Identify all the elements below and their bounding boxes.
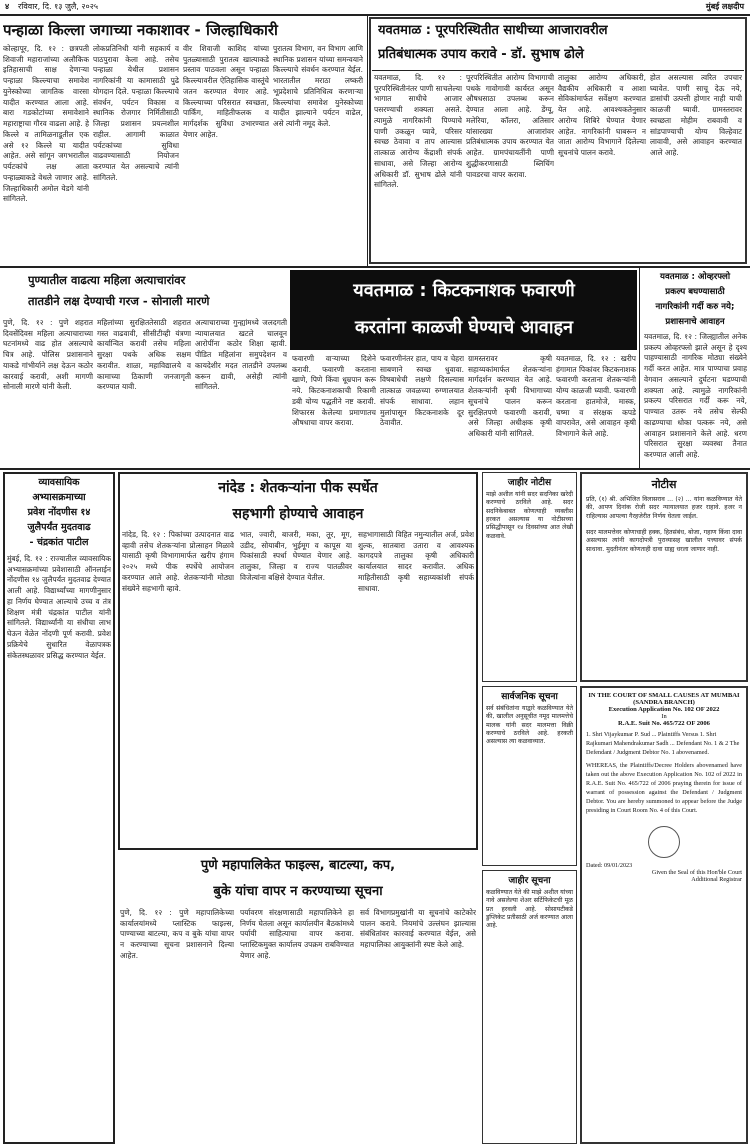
article-plastic-col-1: पुणे, दि. १२ : पुणे महापालिकेच्या कार्यालयांमध्ये प्लास्टिक फाइल्स, पाण्याच्या बाटल्या, कप व बुके यांचा वापर न करण्याच्या सूचना प्रशासनाने दिल्या आहेत.: [120, 908, 234, 960]
headline-pune-women-2: तातडीने लक्ष देण्याची गरज - सोनाली मारणे: [28, 294, 210, 308]
notice-title-c: जाहीर सूचना: [508, 876, 551, 886]
headline-pesticide-1: यवतमाळ : किटकनाशक फवारणी: [353, 280, 575, 301]
article-sathi-col-1: यवतमाळ, दि. १२ : पूरपरिस्थितीनंतर पाणी साचलेल्या भागात साथीचे आजार पसरण्याची शक्यता असते. त्यामुळे नागरिकांनी पिण्याचे पाणी उकळून प्यावे, परिसर स्वच्छ ठेवावा व ताप आल्यास तात्काळ आरोग्य केंद्राशी संपर्क साधावा, असे जिल्हा आरोग्य अधिकारी डॉ. सुभाष ढोले यांनी सांगितले.: [374, 73, 462, 190]
headline-plastic-1: पुणे महापालिकेत फाइल्स, बाटल्या, कप,: [200, 858, 396, 873]
article-pune-women-col-1: पुणे, दि. १२ : पुणे शहरात दिवसेंदिवस महिला अत्याचाराच्या घटनांमध्ये वाढ होत असल्याचे चित्र आहे. पोलिस प्रशासनाने याकडे गांभीर्याने लक्ष देऊन कठोर कारवाई करावी, अशी मागणी सोनाली मारणे यांनी केली.: [3, 318, 93, 392]
article-plastic-col-3: सर्व विभागप्रमुखांनी या सूचनांचे काटेकोर पालन करावे. नियमांचे उल्लंघन झाल्यास संबंधितांवर कारवाई करण्यात येईल, असे महापालिका आयुक्तांनी स्पष्ट केले आहे.: [360, 908, 476, 950]
court-title-1: IN THE COURT OF SMALL CAUSES AT MUMBAI: [588, 692, 740, 699]
article-pesticide-col-5: यवतमाळ, दि. १२ : खरीप हंगामात पिकांवर किटकनाशक फवारणी करताना शेतकऱ्यांनी योग्य काळजी घ्यावी. फवारणी करताना हातमोजे, मास्क, चष्मा व संरक्षक कपडे वापरावेत, असे आवाहन कृषी विभागाने केले आहे.: [556, 354, 636, 439]
article-pesticide-col-2: फवारणी वाऱ्याच्या दिशेने करावी. फवारणी करताना खाणे, पिणे किंवा धूम्रपान करू नये. किटकनाशकाची रिकामी डबी योग्य पद्धतीने नष्ट करावी. शिफारस केलेल्या प्रमाणातच औषधाचा वापर करावा.: [292, 354, 376, 428]
headline-admission-5: - चंद्रकांत पाटील: [29, 537, 89, 548]
article-plastic-col-2: पर्यावरण संरक्षणासाठी महापालिकेने हा निर्णय घेतला असून कार्यालयीन बैठकांमध्ये पर्यायी साहित्याचा वापर करावा. प्लास्टिकमुक्त कार्यालय उपक्रम राबविण्यात येणार आहे.: [240, 908, 354, 960]
court-seal: [648, 826, 680, 858]
section-rule-2: [0, 468, 750, 470]
article-overflow: यवतमाळ, दि. १२ : जिल्ह्यातील अनेक प्रकल्प ओव्हरफ्लो झाले असून हे दृश्य पाहण्यासाठी नागरिक मोठ्या संख्येने गर्दी करत आहेत. मात्र पाण्याचा प्रवाह वेगवान असल्याने दुर्घटना घडण्याची शक्यता आहे. त्यामुळे नागरिकांनी प्रकल्प परिसरात गर्दी करू नये, पाण्यात उतरू नये तसेच सेल्फी काढण्याचा धोका पत्करू नये, असे आवाहन प्रशासनाने केले आहे. धरण परिसरात सुरक्षा व्यवस्था तैनात करण्यात आली आहे.: [644, 332, 747, 460]
notice-title-b: सार्वजनिक सूचना: [501, 692, 558, 702]
headline-admission-4: जुलैपर्यंत मुदतवाढ: [27, 522, 91, 533]
court-title-3: Execution Application No. 102 OF 2022: [608, 706, 720, 713]
edition-name: मुंबई लक्षदीप: [705, 2, 744, 11]
column-rule-2: [639, 268, 640, 468]
court-title-5: R.A.E. Suit No. 465/722 OF 2006: [618, 720, 710, 727]
headline-pesticide-2: करतांना काळजी घेण्याचे आवाहन: [354, 317, 574, 338]
article-pune-women-col-3: अत्याचाराच्या गुन्ह्यांमध्ये जलदगती न्यायालयात खटले चालवून आरोपींना कठोर शिक्षा व्हावी. पीडित महिलांना समुपदेशन व कायदेशीर मदत तातडीने उपलब्ध करून द्यावी, असेही त्यांनी सांगितले.: [195, 318, 287, 392]
court-title-2: (SANDRA BRANCH): [633, 699, 695, 706]
headline-yavatmal-sathi-2: प्रतिबंधात्मक उपाय करावे - डॉ. सुभाष ढोले: [378, 47, 584, 62]
headline-plastic-2: बुके यांचा वापर न करण्याच्या सूचना: [213, 884, 383, 899]
notice-body-b: सर्व संबंधितांना याद्वारे कळविण्यात येते की, खालील अनुसूचीत नमूद मालमत्तेचे मालक यांनी सदर मालमत्ता विक्री करण्याचे ठरविले आहे. हरकती असल्यास त्या कळवाव्यात.: [486, 705, 573, 746]
article-panhala-col-4: पुरातत्व विभाग, वन विभाग आणि स्थानिक प्रशासन यांच्या समन्वयाने किल्ल्याचे संवर्धन करण्यात येईल. भारतातील मराठा लष्करी भूप्रदेशाचे प्रतिनिधित्व करणाऱ्या किल्ल्यांचा समावेश युनेस्कोच्या यादीत झाल्याने पर्यटन वाढेल, असे त्यांनी नमूद केले.: [273, 44, 363, 129]
headline-nanded-1: नांदेड : शेतकऱ्यांना पीक स्पर्धेत: [218, 480, 378, 496]
article-sathi-col-4: होत असल्यास त्वरित उपचार घ्यावेत. पाणी साचू देऊ नये, डासांची उत्पत्ती होणार नाही याची काळजी घ्यावी. ग्रामस्तरावर स्वच्छता मोहीम राबवावी व सांडपाण्याची योग्य विल्हेवाट लावावी, असे आवाहन करण्यात आले आहे.: [650, 73, 742, 158]
article-nanded-col-2: भात, ज्वारी, बाजरी, मका, तूर, मूग, उडीद, सोयाबीन, भुईमूग व कापूस या पिकांसाठी स्पर्धा घेण्यात येणार आहे. तालुका, जिल्हा व राज्य पातळीवर विजेत्यांना बक्षिसे देण्यात येतील.: [240, 530, 352, 582]
sathi-rule: [372, 70, 744, 71]
court-sign-2: Additional Registrar: [691, 875, 742, 883]
court-body: WHEREAS, the Plaintiffs/Decree Holders abovenamed have taken out the above Execution Application No. 102 of 2022 in R.A.E. Suit No. 465/722 of 2006 praying therein for issue of warrant of possession against the Defendant / Judgment Debtor. You are hereby summoned to appear before the Judge presiding in Court Room No. 4 of this Court.: [586, 761, 742, 814]
notice-title-a: जाहीर नोटीस: [507, 478, 552, 488]
page-number: ४: [5, 2, 10, 11]
notice-box-right: [580, 472, 748, 682]
article-nanded-col-1: नांदेड, दि. १२ : पिकांच्या उत्पादनात वाढ व्हावी तसेच शेतकऱ्यांना प्रोत्साहन मिळावे यासाठी कृषी विभागामार्फत खरीप हंगाम २०२५ मध्ये पीक स्पर्धेचे आयोजन करण्यात आले आहे. शेतकऱ्यांनी मोठ्या संख्येने सहभागी व्हावे.: [122, 530, 234, 593]
headline-nanded-2: सहभागी होण्याचे आवाहन: [232, 506, 364, 522]
notice-body-c: कळविण्यात येते की माझे अशील यांच्या नावे असलेल्या शेअर सर्टिफिकेटची मूळ प्रत हरवली आहे. सोसायटीकडे डुप्लिकेट प्रतीसाठी अर्ज करण्यात आला आहे.: [486, 889, 574, 930]
headline-admission-3: प्रवेश नोंदणीस १४: [27, 507, 91, 518]
article-pesticide-col-4: ग्रामस्तरावर कृषी सहाय्यकांमार्फत शेतकऱ्यांना मार्गदर्शन करण्यात येत आहे. शेतकऱ्यांनी कृषी विभागाच्या सूचनांचे पालन करून सुरक्षितपणे फवारणी करावी, असे जिल्हा अधीक्षक कृषी अधिकारी यांनी सांगितले.: [468, 354, 552, 439]
court-sign-1: Given the Seal of this Hon'ble Court: [651, 868, 742, 876]
headline-admission-1: व्यावसायिक: [38, 477, 80, 488]
date-line: रविवार, दि. १३ जुलै, २०२५: [18, 2, 99, 11]
court-notice-box: [580, 686, 748, 1144]
notice-body-right-2: सदर मालमत्तेवर कोणाचाही हक्क, हितसंबंध, बोजा, गहाण किंवा दावा असल्यास त्यांनी कागदोपत्री पुराव्यासह खालील पत्त्यावर संपर्क साधावा. मुदतीनंतर कोणताही दावा ग्राह्य धरला जाणार नाही.: [586, 529, 742, 553]
article-panhala-col-3: वीर शिवाजी काशिद यांच्या पुतळ्यासाठी पुरातत्व खात्याकडे प्रस्ताव पाठवला असून पन्हाळा किल्ल्यावरील ऐतिहासिक वास्तूंचे जतन करण्यात येणार आहे. किल्ल्याच्या परिसरात स्वच्छता, पार्किंग, माहितीफलक व मार्गदर्शक सुविधा उभारण्यात येणार आहेत.: [183, 44, 269, 139]
headline-overflow-4: प्रशासनाचे आवाहन: [665, 317, 725, 327]
headline-overflow-3: नागरिकांनी गर्दी करु नये;: [655, 302, 735, 312]
notice-body-a: माझे अशील यांनी सदर सदनिका खरेदी करण्याचे ठरविले आहे. सदर सदनिकेबाबत कोणत्याही व्यक्तीस हरकत असल्यास या नोटीसच्या प्रसिद्धीपासून १४ दिवसांच्या आत लेखी कळवावे.: [486, 491, 573, 540]
section-rule-1: [0, 266, 750, 268]
notice-box-b: [482, 686, 577, 866]
headline-overflow-2: प्रकल्प बघण्यासाठी: [665, 287, 725, 297]
article-panhala-col-2: लोकप्रतिनिधी यांनी सहकार्य व पाठपुरावा केला आहे. तसेच पन्हाळा येथील प्रशासन नागरिकांनी या कामासाठी पुढे योगदान दिले. पन्हाळा किल्ल्याचे संवर्धन, पर्यटन विकास व स्थानिक रोजगार निर्मितीसाठी जिल्हा प्रशासन प्रयत्नशील राहील. आगामी काळात पर्यटकांच्या सुविधा वाढवण्यासाठी नियोजन करण्यात येत असल्याचे त्यांनी सांगितले.: [93, 44, 179, 182]
column-rule: [367, 16, 368, 266]
article-sathi-col-3: तालुका आरोग्य अधिकारी, वैद्यकीय अधिकारी व आशा सेविकांमार्फत सर्वेक्षण करण्यात येत आहे. आवश्यकतेनुसार आरोग्य शिबिरे घेण्यात येणार आहेत. नागरिकांनी घाबरून न जाता आरोग्य विभागाने दिलेल्या सूचनांचे पालन करावे.: [558, 73, 646, 158]
article-panhala-col-1: कोल्हापूर, दि. १२ : छत्रपती शिवाजी महाराजांच्या अलौकिक इतिहासाची साक्ष देणाऱ्या पन्हाळा किल्ल्याचा समावेश युनेस्कोच्या जागतिक वारसा यादीत करण्यात आला आहे. बारा गडकोटांच्या समावेशाने महाराष्ट्राचा गौरव वाढला आहे. हे किल्ले व तामिळनाडूतील एक असे १२ किल्ले या यादीत आहेत. असे सांगून जगभरातील पर्यटकांचे लक्ष आता पन्हाळ्याकडे वेधले जाणार आहे. जिल्हाधिकारी अमोल येडगे यांनी सांगितले.: [3, 44, 89, 204]
article-pune-women-col-2: महिलांच्या सुरक्षिततेसाठी शहरात गस्त वाढवावी, सीसीटीव्ही यंत्रणा कार्यान्वित करावी तसेच महिला सुरक्षा पथके अधिक सक्षम करावीत. शाळा, महाविद्यालये व कामाच्या ठिकाणी जनजागृती करण्यात यावी.: [97, 318, 191, 392]
notice-title-right: नोटीस: [651, 478, 677, 491]
court-date: Dated: 09/01/2023: [586, 861, 633, 869]
court-title-4: In: [661, 713, 667, 720]
masthead-rule: [0, 14, 750, 16]
headline-admission-2: अभ्यासक्रमाच्या: [32, 492, 86, 503]
notice-body-right: प्रति, (१) श्री. अभिजित विलासराव ... (२) ... यांना कळविण्यात येते की, आपण दिनांक रोजी सदर न्यायालयात हजर राहावे. हजर न राहिल्यास आपल्या गैरहजेरीत निर्णय घेतला जाईल.: [586, 496, 742, 520]
article-admission: मुंबई, दि. १२ : राज्यातील व्यावसायिक अभ्यासक्रमांच्या प्रवेशासाठी ऑनलाईन नोंदणीस १४ जुलैपर्यंत मुदतवाढ देण्यात आली आहे. विद्यार्थ्यांच्या मागणीनुसार हा निर्णय घेण्यात आल्याचे उच्च व तंत्र शिक्षण मंत्री चंद्रकांत पाटील यांनी सांगितले. विद्यार्थ्यांनी या संधीचा लाभ घेऊन वेळेत नोंदणी पूर्ण करावी. प्रवेश प्रक्रियेचे सुधारित वेळापत्रक संकेतस्थळावर प्रसिद्ध करण्यात येईल.: [7, 554, 111, 660]
court-parties: 1. Shri Vijaykumar P. Sud ... Plaintiffs Versus 1. Shri Rajkumari Mahendrakumar Sadh ... Defendant No. 1 & 2 The Defendant / Judgment Debtor No. 1 abovenamed.: [586, 731, 740, 756]
notice-box-c: [482, 870, 577, 1144]
article-pesticide-col-3: फवारणीनंतर हात, पाय व चेहरा साबणाने स्वच्छ धुवावा. विषबाधेची लक्षणे दिसल्यास तात्काळ जवळच्या रुग्णालयात संपर्क साधावा. लहान मुलांपासून किटकनाशके दूर ठेवावीत.: [380, 354, 464, 428]
article-sathi-col-2: पूरपरिस्थितीत आरोग्य विभागाची पथके गावोगावी कार्यरत असून औषधसाठा उपलब्ध करून देण्यात आला आहे. डेंग्यू, मलेरिया, कॉलरा, अतिसार यांसारख्या आजारांवर प्रतिबंधात्मक उपाय करण्यात येत आहेत. ग्रामपंचायतींनी पाणी शुद्धीकरणासाठी ब्लिचिंग पावडरचा वापर करावा.: [466, 73, 554, 179]
headline-overflow-1: यवतमाळ : ओव्हरफ्लो: [659, 272, 731, 282]
headline-yavatmal-sathi-1: यवतमाळ : पूरपरिस्थितीत साथीच्या आजारावरील: [378, 23, 608, 38]
notice-box-a: [482, 472, 577, 682]
headline-pune-women-1: पुण्यातील वाढत्या महिला अत्याचारांवर: [28, 273, 186, 287]
article-nanded-col-3: सहभागासाठी विहित नमुन्यातील अर्ज, प्रवेश शुल्क, सातबारा उतारा व आवश्यक कागदपत्रे तालुका कृषी अधिकारी कार्यालयात सादर करावीत. अधिक माहितीसाठी कृषी सहाय्यकांशी संपर्क साधावा.: [358, 530, 474, 593]
masthead: [0, 0, 750, 14]
headline-panhala: पन्हाळा किल्ला जगाच्या नकाशावर - जिल्हाधिकारी: [3, 21, 278, 39]
